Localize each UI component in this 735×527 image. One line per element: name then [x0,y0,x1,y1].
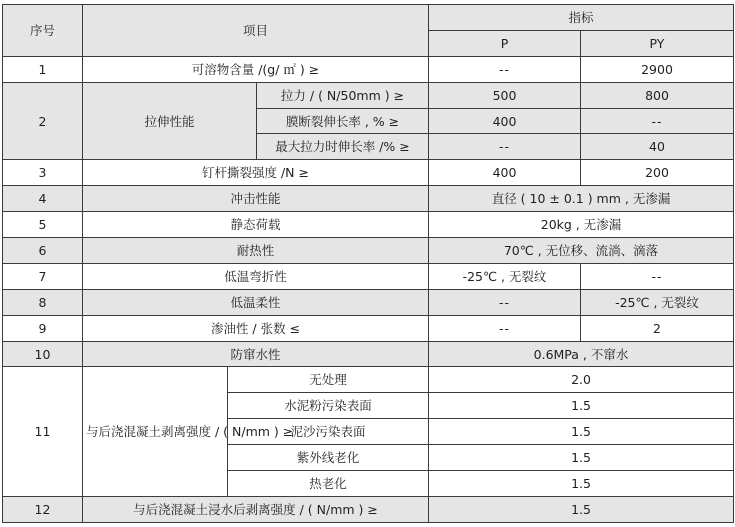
row-item: 可溶物含量 /(g/ ㎡ ) ≥ [83,56,429,82]
row-value: 1.5 [429,496,734,522]
row-value: 2.0 [429,367,734,393]
row-value: 1.5 [429,445,734,471]
row-sub-item: 水泥粉污染表面 [228,393,429,419]
row-value: 1.5 [429,471,734,497]
row-index: 12 [3,496,83,522]
row-value-py: -- [581,263,734,289]
row-value: 直径 ( 10 ± 0.1 ) mm , 无渗漏 [429,186,734,212]
row-value: 1.5 [429,393,734,419]
row-item: 防窜水性 [83,341,429,367]
table-row [3,496,734,522]
table-row [3,341,734,367]
row-item: 冲击性能 [83,186,429,212]
row-item: 静态荷载 [83,212,429,238]
table-row [3,160,734,186]
row-index: 2 [3,82,83,160]
row-group: 拉伸性能 [83,82,257,160]
spec-table [2,4,734,523]
table-row [3,186,734,212]
row-index: 11 [3,367,83,496]
row-value: 70℃ , 无位移、流淌、滴落 [429,238,734,264]
header-row [3,5,734,31]
row-value-py: 2 [581,315,734,341]
row-value-p: -25℃ , 无裂纹 [429,263,581,289]
table-row [3,263,734,289]
row-value-p: 500 [429,82,581,108]
row-sub-item: 紫外线老化 [228,445,429,471]
row-value-p: 400 [429,108,581,134]
table-row [3,367,734,393]
row-value-py: 200 [581,160,734,186]
row-index: 9 [3,315,83,341]
row-sub-item: 热老化 [228,471,429,497]
row-item: 钉杆撕裂强度 /N ≥ [83,160,429,186]
row-value: 0.6MPa , 不窜水 [429,341,734,367]
row-value: 20kg , 无渗漏 [429,212,734,238]
row-value: 1.5 [429,419,734,445]
row-index: 6 [3,238,83,264]
row-value-py: -- [581,108,734,134]
header-py: PY [581,30,734,56]
row-sub-item: 拉力 / ( N/50mm ) ≥ [257,82,429,108]
row-item: 低温弯折性 [83,263,429,289]
row-index: 8 [3,289,83,315]
row-value-py: 40 [581,134,734,160]
row-value-p: -- [429,134,581,160]
row-item: 渗油性 / 张数 ≤ [83,315,429,341]
row-value-py: -25℃ , 无裂纹 [581,289,734,315]
table-row [3,238,734,264]
row-item: 耐热性 [83,238,429,264]
header-indicator: 指标 [429,5,734,31]
row-index: 5 [3,212,83,238]
table-row [3,289,734,315]
header-index: 序号 [3,5,83,57]
row-index: 7 [3,263,83,289]
row-index: 10 [3,341,83,367]
table-row [3,315,734,341]
header-item: 项目 [83,5,429,57]
row-sub-item: 最大拉力时伸长率 /% ≥ [257,134,429,160]
row-value-p: -- [429,289,581,315]
row-value-py: 2900 [581,56,734,82]
row-index: 4 [3,186,83,212]
header-p: P [429,30,581,56]
row-sub-item: 膜断裂伸长率 , % ≥ [257,108,429,134]
table-row [3,82,734,108]
row-value-p: -- [429,315,581,341]
row-sub-item: 无处理 [228,367,429,393]
row-index: 1 [3,56,83,82]
row-sub-item: 泥沙污染表面 [228,419,429,445]
table-row [3,56,734,82]
table-row [3,212,734,238]
row-value-p: 400 [429,160,581,186]
row-index: 3 [3,160,83,186]
row-value-py: 800 [581,82,734,108]
row-value-p: -- [429,56,581,82]
row-item: 与后浇混凝土浸水后剥离强度 / ( N/mm ) ≥ [83,496,429,522]
row-item: 低温柔性 [83,289,429,315]
row-group: 与后浇混凝土剥离强度 / ( N/mm ) ≥ [83,367,228,496]
